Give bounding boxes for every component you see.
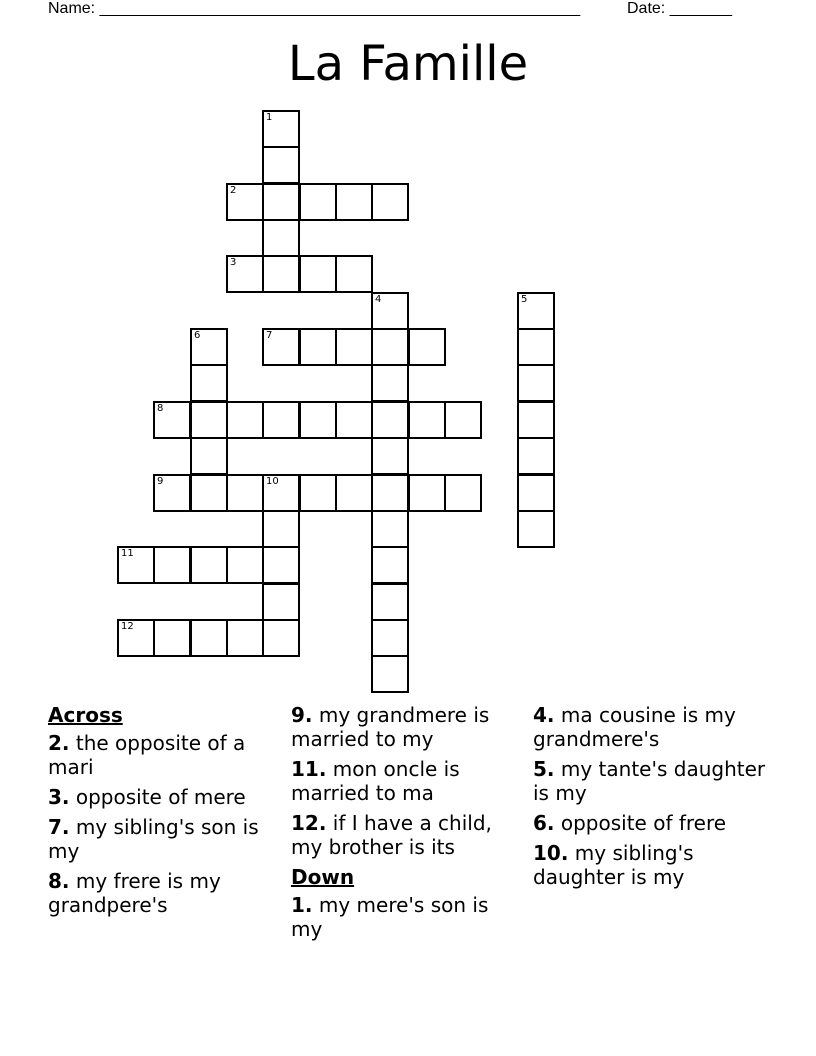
clue-across-9 <box>291 703 526 751</box>
grid-cell[interactable] <box>335 401 373 439</box>
grid-cell[interactable] <box>190 328 228 366</box>
clue-text: my sibling's son is my <box>48 815 259 863</box>
grid-cell[interactable] <box>226 183 264 221</box>
grid-number: 9 <box>157 476 164 487</box>
clue-across-12 <box>291 811 526 859</box>
clue-number: 1. <box>291 893 313 917</box>
grid-cell[interactable] <box>299 474 337 512</box>
clue-text: the opposite of a mari <box>48 731 246 779</box>
clue-text: my grandmere is married to my <box>291 703 490 751</box>
clue-text: opposite of mere <box>75 785 246 809</box>
grid-cell[interactable] <box>408 328 446 366</box>
clue-down-10 <box>533 841 768 889</box>
grid-cell[interactable] <box>371 292 409 330</box>
grid-cell[interactable] <box>153 546 191 584</box>
grid-cell[interactable] <box>371 546 409 584</box>
grid-cell[interactable] <box>517 401 555 439</box>
grid-cell[interactable] <box>371 474 409 512</box>
grid-number: 2 <box>230 185 237 196</box>
grid-cell[interactable] <box>262 474 300 512</box>
clue-down-1 <box>291 893 526 941</box>
grid-cell[interactable] <box>262 583 300 621</box>
grid-cell[interactable] <box>517 437 555 475</box>
clue-across-8 <box>48 869 283 917</box>
grid-cell[interactable] <box>153 401 191 439</box>
clue-number: 9. <box>291 703 313 727</box>
grid-cell[interactable] <box>262 219 300 257</box>
page-title: La Famille <box>287 36 529 92</box>
grid-cell[interactable] <box>335 328 373 366</box>
grid-cell[interactable] <box>371 328 409 366</box>
grid-number: 7 <box>266 330 273 341</box>
clue-number: 11. <box>291 757 327 781</box>
grid-cell[interactable] <box>371 583 409 621</box>
grid-cell[interactable] <box>371 619 409 657</box>
grid-number: 4 <box>375 294 382 305</box>
clues-column-2 <box>291 703 526 947</box>
grid-cell[interactable] <box>299 183 337 221</box>
grid-cell[interactable] <box>190 546 228 584</box>
grid-number: 8 <box>157 403 164 414</box>
clue-down-5 <box>533 757 768 805</box>
clue-across-3 <box>48 785 283 809</box>
down-heading: Down <box>291 865 355 889</box>
grid-cell[interactable] <box>117 546 155 584</box>
grid-number: 5 <box>521 294 528 305</box>
clues-column-1 <box>48 703 283 923</box>
grid-cell[interactable] <box>226 255 264 293</box>
grid-number: 1 <box>266 112 273 123</box>
name-field-label: Name: ______________________________________________________ <box>48 0 581 17</box>
grid-cell[interactable] <box>408 401 446 439</box>
grid-cell[interactable] <box>517 328 555 366</box>
date-field-label: Date: _______ <box>627 0 732 17</box>
clue-down-4 <box>533 703 768 751</box>
clue-number: 5. <box>533 757 555 781</box>
grid-cell[interactable] <box>226 401 264 439</box>
clue-number: 10. <box>533 841 569 865</box>
grid-cell[interactable] <box>371 401 409 439</box>
grid-cell[interactable] <box>153 619 191 657</box>
clue-text: if I have a child, my brother is its <box>291 811 492 859</box>
clue-text: my mere's son is my <box>291 893 489 941</box>
clue-text: mon oncle is married to ma <box>291 757 460 805</box>
grid-cell[interactable] <box>190 437 228 475</box>
grid-cell[interactable] <box>190 619 228 657</box>
grid-cell[interactable] <box>299 255 337 293</box>
grid-cell[interactable] <box>517 474 555 512</box>
clue-across-2 <box>48 731 283 779</box>
grid-cell[interactable] <box>262 255 300 293</box>
grid-cell[interactable] <box>371 510 409 548</box>
grid-cell[interactable] <box>371 437 409 475</box>
grid-cell[interactable] <box>262 183 300 221</box>
clue-number: 8. <box>48 869 70 893</box>
grid-cell[interactable] <box>517 292 555 330</box>
grid-cell[interactable] <box>226 474 264 512</box>
grid-cell[interactable] <box>262 546 300 584</box>
clue-text: my tante's daughter is my <box>533 757 766 805</box>
grid-cell[interactable] <box>262 510 300 548</box>
clue-text: ma cousine is my grandmere's <box>533 703 736 751</box>
clue-text: my sibling's daughter is my <box>533 841 694 889</box>
grid-cell[interactable] <box>335 183 373 221</box>
grid-cell[interactable] <box>371 364 409 402</box>
grid-cell[interactable] <box>262 146 300 184</box>
grid-cell[interactable] <box>408 474 446 512</box>
grid-cell[interactable] <box>335 474 373 512</box>
grid-cell[interactable] <box>190 401 228 439</box>
grid-cell[interactable] <box>153 474 191 512</box>
clue-down-6 <box>533 811 768 835</box>
grid-number: 10 <box>266 476 279 487</box>
grid-number: 6 <box>194 330 201 341</box>
grid-cell[interactable] <box>226 619 264 657</box>
clue-number: 2. <box>48 731 70 755</box>
clue-text: my frere is my grandpere's <box>48 869 221 917</box>
grid-cell[interactable] <box>262 619 300 657</box>
grid-cell[interactable] <box>190 474 228 512</box>
grid-cell[interactable] <box>262 401 300 439</box>
grid-cell[interactable] <box>262 110 300 148</box>
grid-cell[interactable] <box>444 401 482 439</box>
grid-cell[interactable] <box>371 183 409 221</box>
grid-cell[interactable] <box>299 401 337 439</box>
grid-cell[interactable] <box>117 619 155 657</box>
clues-column-3 <box>533 703 768 895</box>
grid-cell[interactable] <box>262 328 300 366</box>
grid-cell[interactable] <box>444 474 482 512</box>
grid-cell[interactable] <box>226 546 264 584</box>
grid-number: 11 <box>121 548 134 559</box>
clue-number: 6. <box>533 811 555 835</box>
clue-number: 4. <box>533 703 555 727</box>
grid-cell[interactable] <box>517 510 555 548</box>
grid-cell[interactable] <box>335 255 373 293</box>
clue-number: 7. <box>48 815 70 839</box>
grid-cell[interactable] <box>517 364 555 402</box>
clue-number: 12. <box>291 811 327 835</box>
grid-cell[interactable] <box>190 364 228 402</box>
grid-number: 3 <box>230 257 237 268</box>
grid-number: 12 <box>121 621 134 632</box>
clue-number: 3. <box>48 785 70 809</box>
clue-across-7 <box>48 815 283 863</box>
grid-cell[interactable] <box>299 328 337 366</box>
clue-text: opposite of frere <box>560 811 727 835</box>
across-heading: Across <box>48 703 123 727</box>
clue-across-11 <box>291 757 526 805</box>
grid-cell[interactable] <box>371 655 409 693</box>
